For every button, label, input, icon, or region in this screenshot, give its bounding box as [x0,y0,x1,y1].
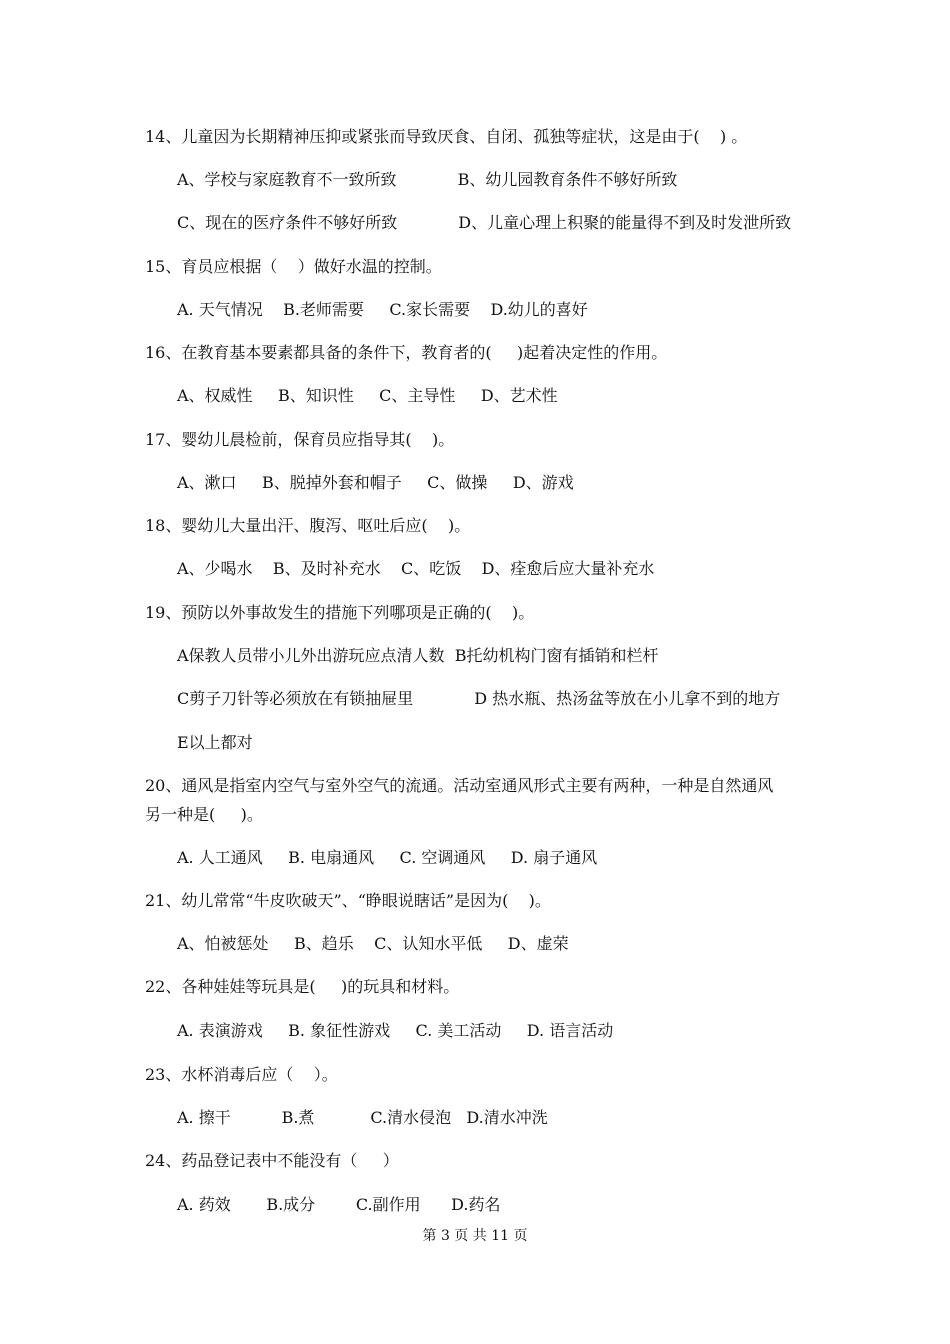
question-text: 17、婴幼儿晨检前，保育员应指导其( )。 [145,430,455,449]
question-text: 14、儿童因为长期精神压抑或紧张而导致厌食、自闭、孤独等症状，这是由于( ) 。 [145,127,748,146]
answer-options: A、权威性 B、知识性 C、主导性 D、艺术性 [177,386,558,405]
answer-options: A、学校与家庭教育不一致所致 B、幼儿园教育条件不够好所致 [177,170,678,189]
question-text: 23、水杯消毒后应（ ）。 [145,1065,338,1084]
answer-options: C剪子刀针等必须放在有锁抽屉里 D 热水瓶、热汤盆等放在小儿拿不到的地方 [177,689,781,708]
answer-options: A. 天气情况 B.老师需要 C.家长需要 D.幼儿的喜好 [177,300,588,319]
answer-options: A、漱口 B、脱掉外套和帽子 C、做操 D、游戏 [177,473,574,492]
answer-options: A、怕被惩处 B、趋乐 C、认知水平低 D、虚荣 [177,934,569,953]
answer-options: A. 药效 B.成分 C.副作用 D.药名 [177,1195,501,1214]
question-text: 24、药品登记表中不能没有（ ） [145,1151,399,1170]
question-text: 22、各种娃娃等玩具是( )的玩具和材料。 [145,977,460,996]
answer-options: A保教人员带小儿外出游玩应点清人数 B托幼机构门窗有插销和栏杆 [177,646,659,665]
answer-options: A、少喝水 B、及时补充水 C、吃饭 D、痊愈后应大量补充水 [177,559,655,578]
question-text: 18、婴幼儿大量出汗、腹泻、呕吐后应( )。 [145,516,471,535]
question-text: 19、预防以外事故发生的措施下列哪项是正确的( )。 [145,603,535,622]
answer-options: A. 擦干 B.煮 C.清水侵泡 D.清水冲洗 [177,1108,548,1127]
question-text: 另一种是( )。 [145,805,263,824]
question-text: 16、在教育基本要素都具备的条件下，教育者的( )起着决定性的作用。 [145,343,668,362]
answer-options: E以上都对 [177,733,253,752]
answer-options: C、现在的医疗条件不够好所致 D、儿童心理上积聚的能量得不到及时发泄所致 [177,213,792,232]
question-text: 21、幼儿常常“牛皮吹破天”、“睁眼说瞎话”是因为( )。 [145,891,551,910]
answer-options: A. 表演游戏 B. 象征性游戏 C. 美工活动 D. 语言活动 [177,1021,614,1040]
question-text: 20、通风是指室内空气与室外空气的流通。活动室通风形式主要有两种，一种是自然通风 [145,776,774,795]
question-text: 15、育员应根据（ ）做好水温的控制。 [145,257,442,276]
page-footer: 第 3 页 共 11 页 [422,1228,528,1244]
answer-options: A. 人工通风 B. 电扇通风 C. 空调通风 D. 扇子通风 [177,848,598,867]
